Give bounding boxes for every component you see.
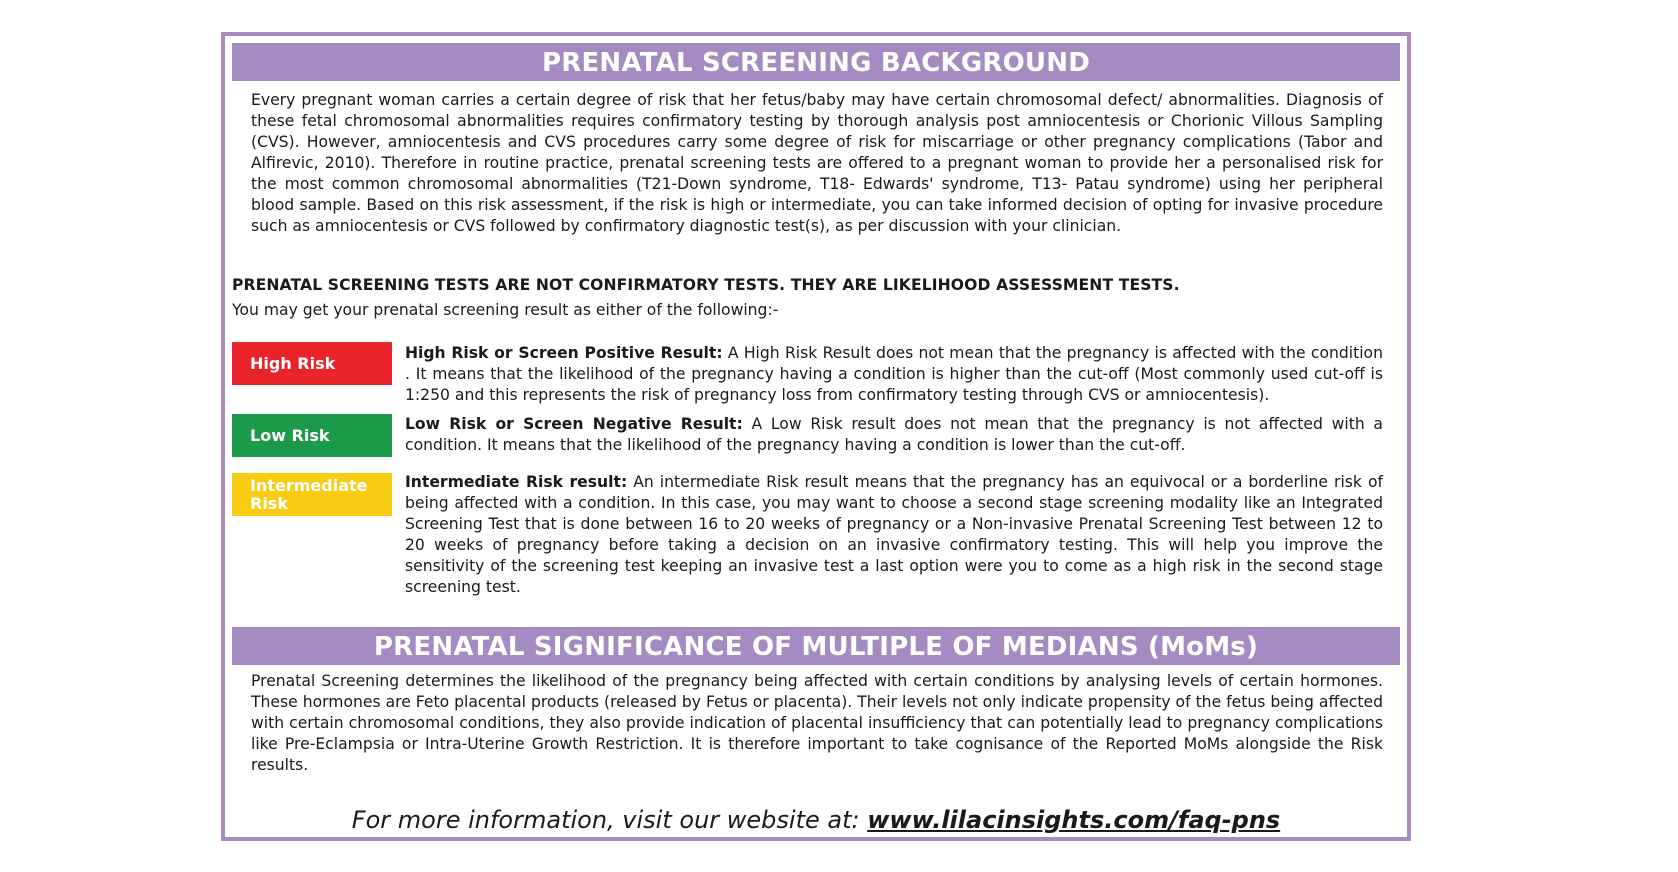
low-risk-badge (232, 414, 392, 457)
intermediate-risk-badge-line1: Intermediate (250, 476, 368, 495)
low-risk-description (405, 414, 1383, 456)
footer-prefix: For more information, visit our website at: (351, 806, 868, 834)
result-intro: You may get your prenatal screening result as either of the following:- (232, 301, 779, 319)
footer-info (225, 806, 1407, 834)
low-risk-badge-label: Low Risk (250, 426, 330, 445)
document-frame (221, 32, 1411, 841)
low-risk-text: A Low Risk result does not mean that the pregnancy is not affected with a condition. It means that the likelihood of the pregnancy having a condition is lower than the cut-off. (405, 415, 1383, 454)
intermediate-risk-description (405, 472, 1383, 598)
background-paragraph: Every pregnant woman carries a certain degree of risk that her fetus/baby may have certain chromosomal defect/ abnormalities. Diagnosis of these fetal chromosomal abnormalities requires confirmatory testing by thorough analysis post amniocentesis or Chorionic Villous Sampling (CVS). However, amniocentesis and CVS procedures carry some degree of risk for miscarriage or other pregnancy complications (Tabor and Alfirevic, 2010). Therefore in routine practice, prenatal screening tests are offered to a pregnant woman to provide her a personalised risk for the most common chromosomal abnormalities (T21-Down syndrome, T18- Edwards' syndrome, T13- Patau syndrome) using her peripheral blood sample. Based on this risk assessment, if the risk is high or intermediate, you can take informed decision of opting for invasive procedure such as amniocentesis or CVS followed by confirmatory diagnostic test(s), as per discussion with your clinician. (251, 91, 1383, 235)
high-risk-description (405, 343, 1383, 406)
low-risk-heading: Low Risk or Screen Negative Result: (405, 415, 743, 433)
high-risk-heading: High Risk or Screen Positive Result: (405, 344, 723, 362)
intermediate-risk-heading: Intermediate Risk result: (405, 473, 628, 491)
intermediate-risk-text: An intermediate Risk result means that the pregnancy has an equivocal or a borderline risk of being affected with a condition. In this case, you may want to choose a second stage screening modality like an Integrated Screening Test that is done between 16 to 20 weeks of pregnancy or a Non-invasive Prenatal Screening Test between 12 to 20 weeks of pregnancy before taking a decision on an invasive confirmatory testing. This will help you improve the sensitivity of the screening test keeping an invasive test a last option were you to come as a high risk in the second stage screening test. (405, 473, 1383, 596)
intermediate-risk-badge-line2: Risk (250, 494, 288, 513)
high-risk-badge-label: High Risk (250, 354, 336, 373)
high-risk-text: A High Risk Result does not mean that the pregnancy is affected with the condition . It means that the likelihood of the pregnancy having a condition is higher than the cut-off (Most commonly used cut-off is 1:250 and this represents the risk of pregnancy loss from confirmatory testing through CVS or amniocentesis). (405, 344, 1383, 404)
moms-paragraph: Prenatal Screening determines the likelihood of the pregnancy being affected with certain conditions by analysing levels of certain hormones. These hormones are Feto placental products (released by Fetus or placenta). Their levels not only indicate propensity of the fetus being affected with certain chromosomal conditions, they also provide indication of placental insufficiency that can potentially lead to pregnancy complications like Pre-Eclampsia or Intra-Uterine Growth Restriction. It is therefore important to take cognisance of the Reported MoMs alongside the Risk results. (251, 672, 1383, 774)
website-link[interactable]: www.lilacinsights.com/faq-pns (867, 806, 1281, 834)
intermediate-risk-badge (232, 473, 392, 516)
high-risk-badge (232, 342, 392, 385)
section-title-background: PRENATAL SCREENING BACKGROUND (232, 43, 1400, 81)
not-confirmatory-notice: PRENATAL SCREENING TESTS ARE NOT CONFIRMATORY TESTS. THEY ARE LIKELIHOOD ASSESSMENT TESTS. (232, 276, 1180, 294)
section-title-moms: PRENATAL SIGNIFICANCE OF MULTIPLE OF MEDIANS (MoMs) (232, 627, 1400, 665)
